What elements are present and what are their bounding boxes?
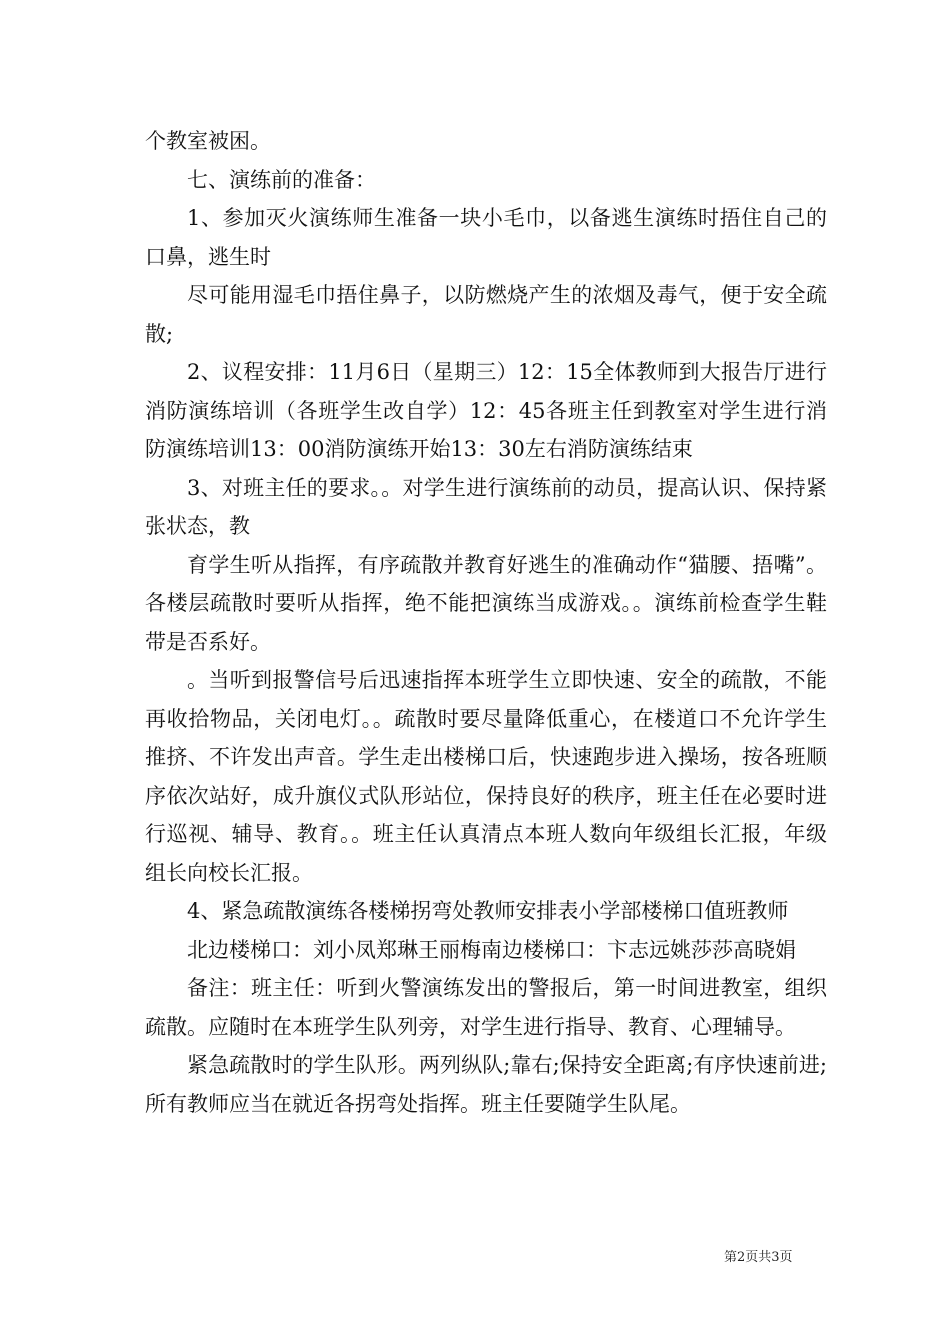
paragraph-item-2-schedule: 2、议程安排：11月6日（星期三）12：15全体教师到大报告厅进行消防演练培训（各班学生改自学）12：45各班主任到教室对学生进行消防演练培训13：00消防演练开始13：30左右消防演练结束: [145, 360, 827, 461]
paragraph-item-3-evacuation: 。当听到报警信号后迅速指挥本班学生立即快速、安全的疏散，不能再收拾物品，关闭电灯。。疏散时要尽量降低重心，在楼道口不允许学生推挤、不许发出声音。学生走出楼梯口后，快速跑步进入操场，按各班顺序依次站好，成升旗仪式队形站位，保持良好的秩序，班主任在必要时进行巡视、辅导、教育。。班主任认真清点本班人数向年级组长汇报，年级组长向校长汇报。: [145, 668, 827, 885]
paragraph-item-4: 4、紧急疏散演练各楼梯拐弯处教师安排表小学部楼梯口值班教师: [187, 899, 789, 923]
paragraph-continuation: 个教室被困。: [145, 129, 271, 153]
paragraph-formation: 紧急疏散时的学生队形。两列纵队;靠右;保持安全距离;有序快速前进;所有教师应当在就近各拐弯处指挥。班主任要随学生队尾。: [145, 1053, 827, 1116]
page-number: 第2页共3页: [724, 1250, 793, 1265]
paragraph-stairway-teachers: 北边楼梯口：刘小凤郑琳王丽梅南边楼梯口：卞志远姚莎莎高晓娟: [187, 937, 796, 962]
section-heading-preparation: 七、演练前的准备：: [187, 167, 376, 192]
document-body: [145, 122, 827, 1123]
paragraph-item-1-cont: 尽可能用湿毛巾捂住鼻子，以防燃烧产生的浓烟及毒气，便于安全疏散;: [145, 283, 827, 346]
paragraph-item-3-cont: 育学生听从指挥，有序疏散并教育好逃生的准确动作“猫腰、捂嘴”。各楼层疏散时要听从指挥，绝不能把演练当成游戏。。演练前检查学生鞋带是否系好。: [145, 552, 827, 654]
paragraph-item-3: 3、对班主任的要求。。对学生进行演练前的动员，提高认识、保持紧张状态，教: [145, 475, 827, 538]
paragraph-item-1: 1、参加灭火演练师生准备一块小毛巾，以备逃生演练时捂住自己的口鼻，逃生时: [145, 206, 827, 269]
paragraph-remark: 备注：班主任：听到火警演练发出的警报后，第一时间进教室，组织疏散。应随时在本班学生队列旁，对学生进行指导、教育、心理辅导。: [145, 976, 827, 1039]
